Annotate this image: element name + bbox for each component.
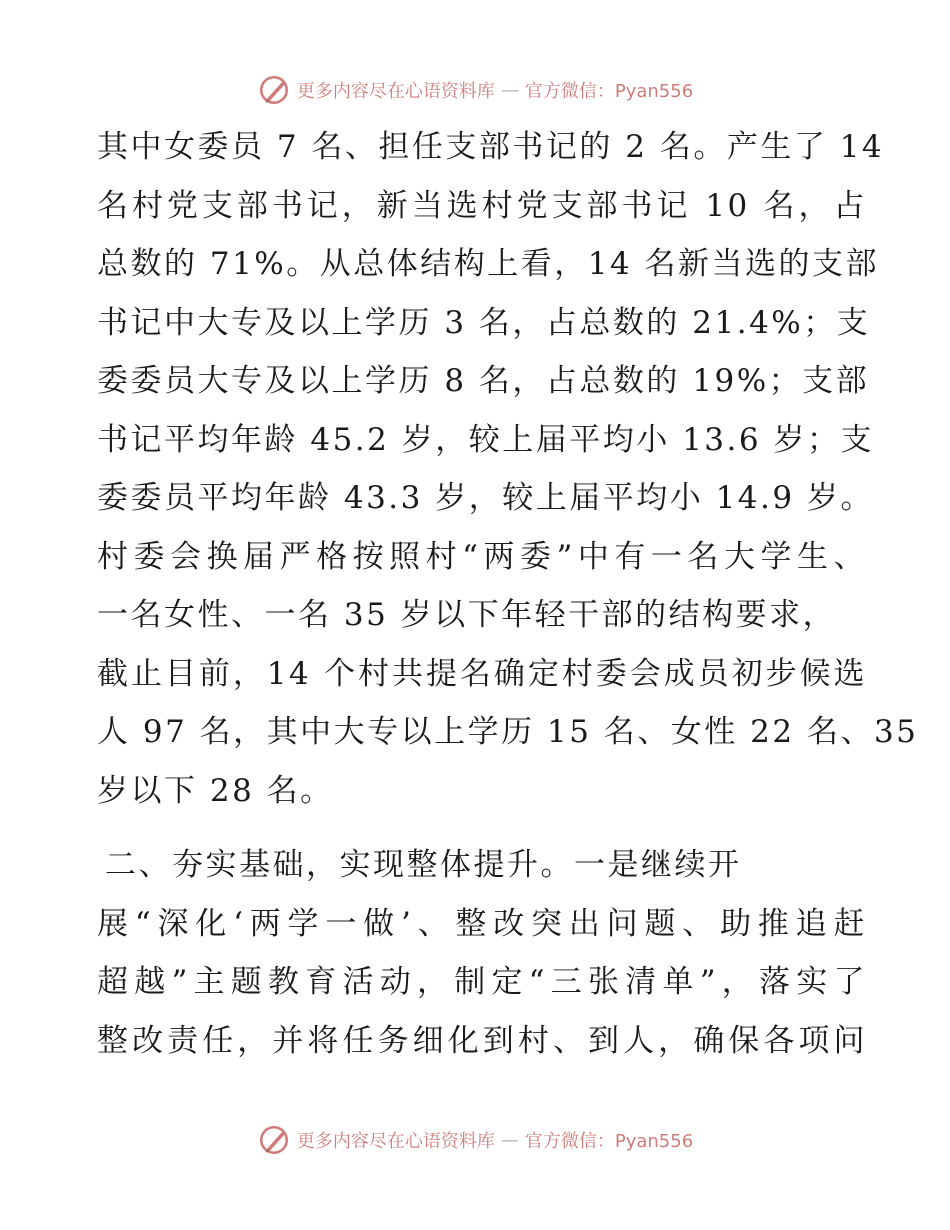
text-line: 村委会换届严格按照村“两委”中有一名大学生、 — [97, 538, 867, 575]
text-line: 二、夯实基础，实现整体提升。一是继续开 — [105, 847, 742, 883]
text-line: 人 97 名，其中大专以上学历 15 名、女性 22 名、35 — [97, 714, 919, 750]
text-line: 书记平均年龄 45.2 岁，较上届平均小 13.6 岁；支 — [97, 421, 874, 458]
footer-watermark — [0, 1120, 950, 1160]
watermark-contact: 官方微信：Pyan556 — [524, 81, 694, 102]
text-line: 书记中大专及以上学历 3 名，占总数的 21.4%；支 — [97, 304, 871, 341]
watermark-dash: — — [500, 79, 519, 101]
pen-logo-icon — [257, 73, 291, 107]
text-line: 岁以下 28 名。 — [97, 772, 334, 809]
pen-logo-icon — [257, 1123, 291, 1157]
text-line: 整改责任，并将任务细化到村、到人，确保各项问 — [97, 1022, 867, 1059]
watermark-dash: — — [500, 1129, 519, 1151]
header-watermark — [0, 70, 950, 110]
paragraph-1 — [97, 118, 919, 820]
text-line: 超越”主题教育活动，制定“三张清单”，落实了 — [97, 964, 867, 1000]
document-body — [97, 118, 919, 1070]
text-line: 委委员大专及以上学历 8 名，占总数的 19%；支部 — [97, 363, 870, 399]
text-line: 其中女委员 7 名、担任支部书记的 2 名。产生了 14 — [97, 129, 885, 165]
paragraph-2 — [97, 836, 867, 1070]
text-line: 展“深化‘两学一做’、整改突出问题、助推追赶 — [97, 905, 867, 942]
text-line: 截止目前，14 个村共提名确定村委会成员初步候选 — [97, 655, 867, 692]
watermark-contact: 官方微信：Pyan556 — [524, 1131, 694, 1152]
watermark-text: 更多内容尽在心语资料库 — [296, 81, 495, 102]
text-line: 委委员平均年龄 43.3 岁，较上届平均小 14.9 岁。 — [97, 480, 874, 516]
paragraph-spacer — [97, 820, 867, 836]
text-line: 一名女性、一名 35 岁以下年轻干部的结构要求， — [97, 597, 837, 633]
text-line: 名村党支部书记，新当选村党支部书记 10 名，占 — [97, 187, 867, 224]
text-line: 总数的 71%。从总体结构上看，14 名新当选的支部 — [97, 246, 880, 282]
watermark-text: 更多内容尽在心语资料库 — [296, 1131, 495, 1152]
